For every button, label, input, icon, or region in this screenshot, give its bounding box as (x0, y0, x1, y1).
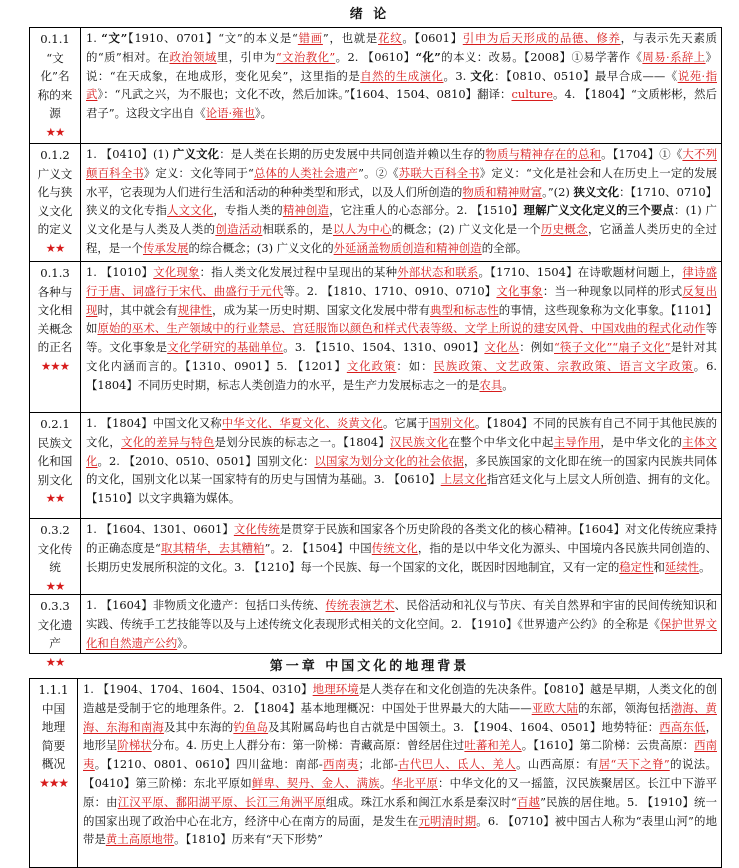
key-term: 周易·系辞上 (642, 49, 706, 64)
section-title-line: 的正名 (37, 340, 73, 355)
text-segment: 的东部，领海包括 (578, 700, 671, 715)
text-segment: ：(1) 广义文化是与人类及人类的 (86, 203, 717, 237)
key-term: 文化学研究的基础单位 (167, 340, 284, 355)
section-title-line: 化”名 (40, 69, 70, 84)
key-term: 律诗盛行于唐、词盛行于宋代、曲盛行于元代 (86, 265, 717, 298)
section-title-line: 的定义 (37, 222, 73, 237)
key-term: 文化的差异与特色 (121, 434, 215, 449)
section-title-line: 关概念 (37, 321, 73, 336)
text-segment: ：是人类在长期的历史发展中共同创造并赖以生存的 (219, 147, 486, 161)
text-segment: ，多民族国家的文化即在统一的国家内民族共同体的文化，国别文化以某一国家特有的历史与国情为基础。3. 【0610】 (86, 453, 717, 487)
section-code: 0.1.2 (40, 148, 70, 162)
text-segment: 。4. 【1804】“文质彬彬，然后君子”。这段文字出自《 (86, 87, 717, 121)
text-segment: 分布。4. 历史上人群分布：第一阶梯：青藏高原：曾经居住过 (151, 738, 465, 753)
text-segment: 是针对其文化内涵而言的。【1310、0901】5. 【1201】 (86, 340, 717, 373)
text-segment: 和 (653, 559, 665, 574)
key-term: 大不列颠百科全书 (86, 147, 717, 180)
text-segment: ；北部- (358, 757, 398, 772)
importance-stars: ★★ (45, 654, 65, 669)
key-term: 古代巴人、氐人、羌人 (397, 757, 517, 772)
key-term: 上层文化 (440, 472, 487, 487)
text-segment: 是贯穿于民族和国家各个历史阶段的各类文化的核心精神。【1604】对文化传统应秉持的正确态度是“ (86, 522, 717, 555)
text-segment: 的说法。【0410】第三阶梯：东北平原如 (83, 757, 717, 790)
section-title-line: 统 (49, 560, 61, 575)
text-segment: 。 (502, 377, 514, 392)
text-segment: 。它属于 (382, 416, 429, 430)
section-content (81, 28, 721, 144)
text-segment: 组成。珠江水系和闽江水系是秦汉时“ (325, 794, 517, 809)
section-title-line: 文化遗 (37, 617, 73, 632)
key-term: 外部状态和联系 (397, 265, 479, 279)
text-segment: ：中华文化的又一摇篮，汉民族聚居区。长江中下游平原：由 (83, 775, 717, 809)
text-segment: 的本义：改易。【2008】①易学著作《 (440, 49, 643, 64)
key-term: 历史概念 (540, 222, 588, 237)
text-segment: 》定义：“文化是社会和人在历史上一定的发展水平，它表现为人们进行生活和活动的种种类型和形式，以及人们所创造的 (86, 165, 717, 199)
section-title-line: 广义文 (37, 166, 73, 181)
text-segment: ：当一种现象以同样的形式 (542, 283, 683, 298)
key-term: 取其精华，去其糟粕 (160, 540, 265, 555)
bold-term: 广义文化 (172, 147, 220, 161)
section-label (30, 595, 81, 669)
key-term: “筷子文化”“扇子文化” (554, 340, 671, 355)
text-segment: 1. 【1604】非物质文化遗产：包括口头传统、 (86, 598, 326, 612)
section-content (81, 595, 721, 653)
key-term: 反复出现 (86, 283, 717, 317)
key-term: 亚欧大陆 (531, 700, 579, 715)
key-term: 精神创造 (282, 203, 330, 218)
section-label (30, 28, 81, 144)
text-segment: 是划分民族的标志之一。【1804】 (214, 434, 391, 449)
chapter-heading: 第一章 中国文化的地理背景 (269, 659, 470, 674)
text-segment: 。3. (443, 68, 471, 83)
key-term: 保护世界文化和自然遗产公约 (86, 616, 717, 650)
bold-term: “文” (101, 31, 128, 45)
text-segment: 。山西高原：有 (516, 757, 599, 772)
section-label (30, 519, 81, 595)
section-title-line: 别文化 (37, 472, 73, 487)
importance-stars: ★★ (45, 124, 65, 139)
key-term: 江汉平原、鄱阳湖平原、长江三角洲平原 (117, 794, 326, 809)
text-segment: 》定义：文化等同于“ (143, 165, 254, 180)
text-segment: 的综合概念；(3) 广义文化的 (188, 240, 334, 255)
key-term: 主导作用 (553, 434, 601, 449)
key-term: 文化丛 (484, 340, 520, 355)
text-segment: ：【0810、0510】最早合成——《 (494, 68, 678, 83)
section-row (29, 678, 722, 868)
text-segment: 。【0601】 (402, 31, 463, 45)
bold-term: “化” (415, 49, 441, 64)
text-segment: 。6. 【0710】被中国古人称为“表里山河”的地带是 (83, 813, 717, 847)
key-term: 国别文化 (428, 416, 476, 430)
section-label (30, 679, 78, 867)
text-segment: 。【1810】历来有“天下形势” (174, 832, 323, 847)
section-code: 0.2.1 (40, 417, 70, 431)
key-term: 钓鱼岛 (233, 719, 269, 734)
text-segment: 的事情，这些现象称为文化事象。【1101】如 (86, 302, 717, 336)
section-title-line: 源 (49, 106, 61, 121)
text-segment: ：例如 (519, 340, 554, 355)
text-segment: ”。②《 (358, 165, 399, 180)
text-segment: ”，也就是 (322, 31, 379, 45)
key-term: 错画 (297, 31, 323, 45)
section-row (29, 27, 722, 145)
text-segment: 1. 【1010】 (86, 265, 154, 279)
bold-term: 文化 (470, 68, 495, 83)
section-title-line: 化和国 (37, 454, 73, 469)
text-segment: ，它涵盖人类历史的全过程，是一个 (86, 222, 717, 255)
key-term: 元明清时期 (418, 813, 477, 828)
text-segment: ，是中华文化的 (600, 434, 683, 449)
key-term: 百越 (516, 794, 541, 809)
text-segment: 。 (699, 559, 711, 574)
section-label (30, 413, 81, 519)
section-code: 0.3.3 (40, 599, 70, 613)
text-segment: 在整个中华文化中起 (448, 434, 554, 449)
text-segment: 及其中东海的 (163, 719, 234, 734)
key-term: 传承发展 (142, 240, 189, 255)
section-title-line: 称的来 (37, 87, 73, 102)
section-code: 0.1.1 (40, 32, 70, 46)
text-segment: 1. 【1904、1704、1604、1504、0310】 (83, 682, 313, 696)
key-term: 说苑·指武 (86, 68, 717, 102)
key-term: 规律性 (177, 302, 213, 317)
section-title-line: 地理 (41, 720, 66, 735)
section-row (29, 412, 722, 520)
section-code: 0.1.3 (40, 266, 70, 280)
text-segment: ”。2. 【1504】中国 (264, 540, 372, 555)
key-term: 吐蕃和羌人 (464, 738, 522, 753)
key-term: 主体文化 (86, 434, 717, 468)
text-segment: 。2. 【0610】 (335, 49, 416, 64)
key-term: 外延涵盖物质创造和精神创造 (333, 240, 482, 255)
text-segment: ：指人类文化发展过程中呈现出的某种 (199, 265, 398, 279)
text-segment: 里，引申为 (216, 49, 276, 64)
section-title-line: 各种与 (37, 284, 73, 299)
section-label (30, 262, 81, 413)
text-segment: ，指的是以中华文化为源头、中国境内各民族共同创造的、长期历史发展所积淀的文化。3. 【1210】每一个民族、每一个国家的文化，既因时因地制宜，又有一定的 (86, 540, 717, 574)
text-segment: 等等。文化事象是 (86, 321, 717, 355)
section-content (81, 519, 721, 595)
key-term: 自然的生成演化 (360, 68, 444, 83)
text-segment: 。 (379, 775, 392, 790)
section-row (29, 261, 722, 414)
section-content (81, 262, 721, 413)
key-term: 文化事象 (496, 283, 543, 298)
section-label (30, 144, 81, 262)
key-term: 渤海、黄海、东海和南海 (83, 700, 717, 734)
key-term: 阶梯状 (117, 738, 152, 753)
text-segment: ，与表示先天素质的“质”相对。在 (86, 31, 717, 64)
text-segment: 。【1704】①《 (601, 147, 683, 161)
section-title-line: 义文化 (37, 203, 73, 218)
key-term: 鲜卑、契丹、金人、满族 (251, 775, 380, 790)
key-term: 文化现象 (153, 265, 200, 279)
importance-stars: ★★ (45, 491, 65, 506)
key-term: 中华文化、华夏文化、炎黄文化 (221, 416, 383, 430)
key-term: 传统文化 (371, 540, 418, 555)
key-term: 延续性 (664, 559, 700, 574)
text-segment: 【1910、0701】“文”的本义是“ (127, 31, 298, 45)
section-content (81, 144, 721, 262)
text-segment: 。6. 【1804】不同历史时期，标志人类创造力的水平，是生产力发展标志之一的是 (86, 358, 717, 392)
text-segment: 指宫廷文化与上层文人所创造、拥有的文化。【1510】以文字典籍为媒体。 (86, 472, 717, 506)
text-segment: 1. 【1804】中国文化又称 (86, 416, 222, 430)
section-title-line: 中国 (41, 701, 66, 716)
section-content (81, 413, 721, 519)
text-segment: 时，其中就会有 (97, 302, 178, 317)
text-segment: 。3. 【1510、1504、1310、0901】 (283, 340, 485, 355)
text-segment: 、民俗活动和礼仪与节庆、有关自然界和宇宙的民间传统知识和实践、传统手工艺技能等以及与上述传统文化表现形式相关的文化空间。2. 【1910】《世界遗产公约》的全称是《 (86, 598, 717, 631)
text-segment: 。【1210、0801、0610】四川盆地：南部- (94, 757, 323, 772)
key-term: 民族政策、文艺政策、宗教政策、语言文字政策 (433, 358, 694, 373)
text-segment: ，专指人类的 (213, 203, 283, 218)
key-term: culture (511, 87, 553, 102)
key-term: 居“天下之脊” (598, 757, 670, 772)
section-title-line: 化与狭 (37, 185, 73, 200)
text-segment: 1. 【0410】(1) (86, 147, 173, 161)
key-term: 文化传统 (233, 522, 280, 536)
text-segment: 是人类存在和文化创造的先决条件。【0810】越是早期，人类文化的创造越是受制于它的地理条件。2. 【1804】基本地理概况：中国处于世界最大的大陆—— (83, 682, 717, 715)
section-code: 0.3.2 (40, 523, 70, 537)
section-title-line: 文化传 (37, 541, 73, 556)
text-segment: 1. 【1604、1301、0601】 (86, 522, 234, 536)
key-term: 原始的巫术、生产领域中的行业禁忌、宫廷服饰以颜色和样式代表等级、文学上所说的建安风骨、中国戏曲的程式化动作 (97, 321, 706, 336)
text-segment: ：【1710、0710】狭义的文化专指 (86, 184, 717, 218)
section-title-line: 概况 (41, 757, 66, 772)
key-term: 华北平原 (391, 775, 438, 790)
text-segment: ，成为某一历史时期、国家文化发展中带有 (212, 302, 430, 317)
text-segment: 相联系的，是 (262, 222, 333, 237)
bold-term: 理解广义文化定义的三个要点 (523, 203, 675, 218)
key-term: 黄土高原地带 (105, 832, 175, 847)
text-segment: 。【1710、1504】在诗歌题材问题上， (478, 265, 683, 279)
key-term: 西高东低 (659, 719, 706, 734)
key-term: 西南夷 (83, 738, 717, 772)
text-segment: 》。 (254, 106, 273, 121)
key-term: 人文文化 (167, 203, 214, 218)
section-code: 1.1.1 (38, 683, 69, 697)
key-term: 典型和标志性 (429, 302, 499, 317)
importance-stars: ★★ (45, 578, 65, 593)
intro-heading: 绪 论 (349, 7, 390, 22)
section-title-line: 民族文 (37, 435, 73, 450)
key-term: 传统表演艺术 (325, 598, 395, 612)
key-term: 引申为后天形成的品德、修养 (462, 31, 621, 45)
section-title-line: “文 (46, 50, 64, 65)
key-term: 创造活动 (215, 222, 263, 237)
key-term: 农具 (479, 377, 503, 392)
key-term: 地理环境 (312, 682, 359, 696)
section-content (78, 679, 721, 867)
text-segment: 及其附属岛屿也自古就是中国领土。3. 【1904、1604、0501】地势特征： (268, 719, 660, 734)
text-segment: 》说：“在天成象，在地成形，变化见矣”，这里指的是 (86, 49, 717, 83)
key-term: 花纹 (378, 31, 403, 45)
section-title-line: 产 (49, 636, 61, 651)
importance-stars: ★★★ (39, 775, 68, 790)
key-term: 西南夷 (322, 757, 359, 772)
key-term: 苏联大百科全书 (398, 165, 480, 180)
section-title-line: 简要 (41, 738, 66, 753)
key-term: 总体的人类社会遗产 (253, 165, 359, 180)
text-segment: 。【1804】不同的民族有自己不同于其他民族的文化， (86, 416, 717, 449)
key-term: 物质与精神存在的总和 (485, 147, 602, 161)
bold-term: 狭义文化 (573, 184, 620, 199)
key-term: 稳定性 (619, 559, 654, 574)
key-term: “文治教化” (275, 49, 336, 64)
text-segment: ，地形呈 (83, 719, 717, 753)
key-term: 政治领域 (169, 49, 217, 64)
key-term: 以人为中心 (332, 222, 392, 237)
text-segment: 。”(2) (542, 184, 574, 199)
text-segment: 》。 (177, 635, 195, 650)
key-term: 以国家为划分文化的社会依据 (314, 453, 464, 468)
text-segment: 的概念；(2) 广义文化是一个 (391, 222, 541, 237)
text-segment: 等。2. 【1810、1710、0910、0710】 (283, 283, 497, 298)
section-row (29, 518, 722, 596)
text-segment: 的全部。 (481, 240, 528, 255)
key-term: 物质和精神财富 (462, 184, 543, 199)
text-segment: ：如： (396, 358, 434, 373)
text-segment: ，它注重人的心态部分。2. 【1510】 (329, 203, 524, 218)
key-term: 汉民族文化 (390, 434, 449, 449)
importance-stars: ★★★ (40, 358, 70, 373)
text-segment: 》：“凡武之兴，为不服也；文化不改，然后加诛。”【1604、1504、0810】翻译： (97, 87, 512, 102)
text-segment: 。【1610】第二阶梯：云贵高原： (521, 738, 695, 753)
section-title-line: 文化相 (37, 303, 73, 318)
text-segment: ”民族的居住地。5. 【1910】统一的国家出现了政治中心在北方，经济中心在南方的局面，是发生在 (83, 794, 717, 828)
key-term: 文化政策 (346, 358, 397, 373)
importance-stars: ★★ (45, 240, 65, 255)
section-row (29, 143, 722, 263)
key-term: 论语·雍也 (205, 106, 255, 121)
text-segment: 。2. 【2010、0510、0501】国别文化： (97, 453, 315, 468)
text-segment: 1. (86, 31, 102, 45)
